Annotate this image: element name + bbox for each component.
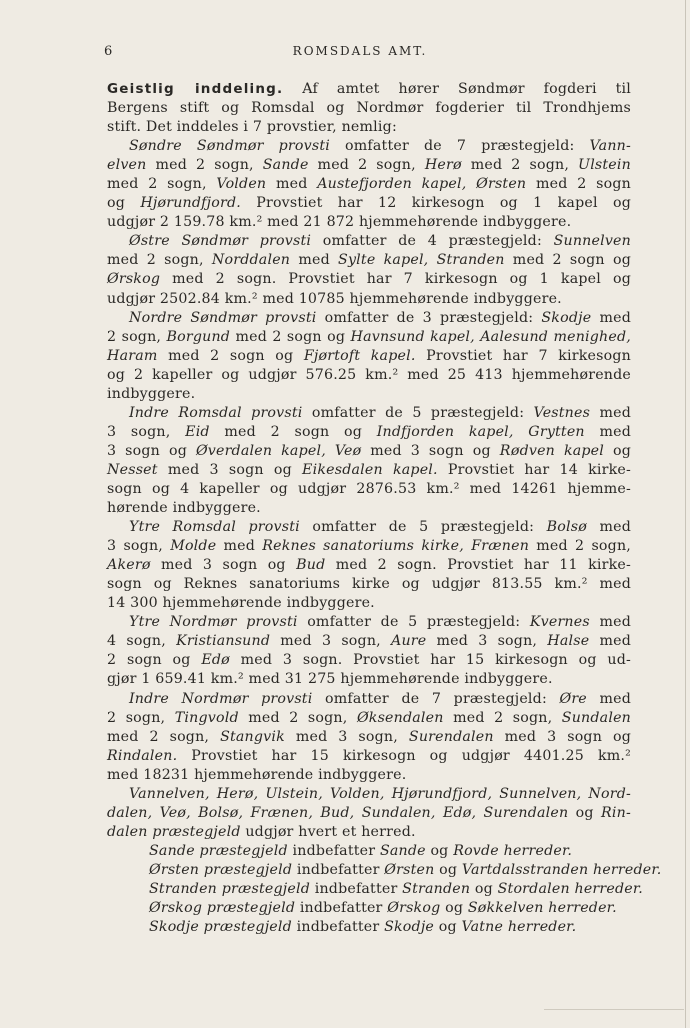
text-segment: 14 300 hjemmehørende indbyggere. bbox=[107, 595, 375, 612]
text-line bbox=[107, 251, 631, 270]
text-line bbox=[107, 785, 631, 804]
italic-segment: elven bbox=[107, 157, 147, 174]
text-segment: indbefatter bbox=[287, 842, 380, 859]
italic-segment: Aure bbox=[391, 633, 427, 650]
text-segment: 2 sogn, bbox=[107, 709, 175, 726]
text-segment: med 2 sogn, bbox=[107, 728, 221, 745]
text-segment: hørende indbyggere. bbox=[107, 500, 261, 517]
text-segment: med 2 sogn, bbox=[107, 176, 217, 193]
text-line bbox=[107, 137, 631, 156]
text-segment: og bbox=[434, 861, 462, 878]
italic-segment: dalen, Veø, Bolsø, Frænen, Bud, Sundalen, Edø, Surendalen bbox=[107, 804, 569, 821]
italic-segment: Ytre Romsdal provsti bbox=[129, 519, 300, 536]
text-segment: og bbox=[568, 804, 602, 821]
text-line bbox=[107, 442, 631, 461]
text-line bbox=[107, 537, 631, 556]
italic-segment: Øksendalen bbox=[356, 709, 444, 726]
text-line bbox=[107, 194, 631, 213]
italic-segment: Søndre Søndmør provsti bbox=[129, 138, 330, 155]
text-line bbox=[107, 556, 631, 575]
text-line bbox=[107, 709, 631, 728]
text-line bbox=[107, 99, 631, 118]
text-segment: sogn og Reknes sanatoriums kirke og udgjør 813.55 km.² med bbox=[107, 576, 631, 593]
italic-segment: Stordalen herreder. bbox=[497, 880, 643, 897]
text-segment: omfatter de 5 præstegjeld: bbox=[299, 519, 547, 536]
text-line bbox=[107, 347, 631, 366]
text-segment: med bbox=[290, 252, 339, 269]
text-line bbox=[107, 328, 631, 347]
text-line bbox=[107, 823, 631, 842]
text-segment: 3 sogn, bbox=[107, 423, 186, 440]
italic-segment: Kvernes bbox=[529, 614, 590, 631]
text-line bbox=[107, 461, 631, 480]
text-segment: med 2 sogn, bbox=[308, 157, 425, 174]
text-segment: omfatter de 7 præstegjeld: bbox=[312, 690, 560, 707]
text-line bbox=[107, 213, 631, 232]
page-edge-line bbox=[685, 0, 686, 1028]
text-line bbox=[107, 80, 631, 99]
italic-segment: Eikesdalen kapel. bbox=[302, 461, 438, 478]
text-segment: med 2 sogn, bbox=[461, 157, 579, 174]
text-segment: Af amtet hører Søndmør fogderi til bbox=[283, 81, 631, 97]
text-segment: med 3 sogn. Provstiet har 15 kirkesogn og ud- bbox=[229, 652, 631, 669]
text-segment: med 2 sogn, bbox=[107, 252, 212, 269]
italic-segment: Vatne herreder. bbox=[461, 919, 577, 936]
italic-segment: Nesset bbox=[107, 461, 158, 478]
italic-segment: Austefjorden kapel, Ørsten bbox=[317, 176, 527, 193]
italic-segment: Ørskog bbox=[387, 900, 441, 917]
italic-segment: Eid bbox=[185, 423, 210, 440]
italic-segment: Indre Romsdal provsti bbox=[129, 404, 303, 421]
italic-segment: Ørskog præstegjeld bbox=[149, 900, 296, 917]
text-segment: gjør 1 659.41 km.² med 31 275 hjemmehørende indbyggere. bbox=[107, 671, 553, 688]
text-line bbox=[107, 385, 631, 404]
text-segment: med 2 sogn. Provstiet har 11 kirke- bbox=[325, 557, 631, 574]
page-header bbox=[0, 44, 690, 64]
italic-segment: Herø bbox=[424, 157, 462, 174]
text-segment: med 2 sogn og bbox=[209, 423, 377, 440]
italic-segment: Havnsund kapel, Aalesund menighed, bbox=[350, 328, 631, 345]
text-line bbox=[107, 766, 631, 785]
italic-segment: Indre Nordmør provsti bbox=[129, 690, 313, 707]
text-line bbox=[107, 175, 631, 194]
italic-segment: Tingvold bbox=[174, 709, 239, 726]
italic-segment: Ytre Nordmør provsti bbox=[129, 614, 298, 631]
text-segment: og 2 kapeller og udgjør 576.25 km.² med 25 413 hjemmehørende bbox=[107, 366, 631, 383]
italic-segment: Rødven kapel bbox=[499, 442, 605, 459]
body-text bbox=[107, 80, 662, 937]
italic-segment: Ulstein bbox=[578, 157, 631, 174]
text-segment: Provstiet har 14 kirke- bbox=[437, 461, 631, 478]
italic-segment: Kristiansund bbox=[176, 633, 271, 650]
text-segment: udgjør 2502.84 km.² med 10785 hjemmehørende indbyggere. bbox=[107, 290, 562, 307]
text-segment: med 3 sogn og bbox=[493, 728, 631, 745]
text-line bbox=[107, 518, 631, 537]
text-segment: med 2 sogn. Provstiet har 7 kirkesogn og 1 kapel og bbox=[160, 271, 631, 288]
text-segment: 2 sogn, bbox=[107, 328, 167, 345]
text-segment: indbefatter bbox=[291, 919, 385, 936]
text-segment: med bbox=[586, 519, 631, 536]
text-segment: med bbox=[266, 176, 318, 193]
text-segment: omfatter de 7 præstegjeld: bbox=[329, 138, 590, 155]
text-segment: Provstiet har 15 kirkesogn og udgjør 4401.25 km.² bbox=[177, 747, 631, 764]
text-segment: med bbox=[589, 614, 631, 631]
text-segment: med bbox=[584, 423, 631, 440]
italic-segment: Sande bbox=[379, 842, 426, 859]
italic-segment: Østre Søndmør provsti bbox=[129, 233, 312, 250]
text-segment: med 3 sogn, bbox=[270, 633, 392, 650]
italic-segment: Ørskog bbox=[107, 271, 161, 288]
italic-segment: Øre bbox=[559, 690, 587, 707]
text-segment: Provstiet har 12 kirkesogn og 1 kapel og bbox=[240, 195, 632, 212]
text-line bbox=[107, 156, 631, 175]
text-line bbox=[107, 842, 631, 861]
italic-segment: Haram bbox=[107, 347, 158, 364]
italic-segment: Molde bbox=[170, 538, 217, 555]
page-number: 6 bbox=[104, 44, 114, 59]
text-segment: med 2 sogn bbox=[526, 176, 631, 193]
text-segment: med 2 sogn og bbox=[504, 252, 631, 269]
italic-segment: Vann- bbox=[589, 138, 632, 155]
text-line bbox=[107, 670, 631, 689]
text-segment: Geistlig inddeling. bbox=[107, 81, 284, 97]
italic-segment: Bud bbox=[296, 557, 326, 574]
text-segment: indbefatter bbox=[292, 861, 385, 878]
italic-segment: Akerø bbox=[107, 557, 151, 574]
text-segment: med 2 sogn, bbox=[443, 709, 562, 726]
text-line bbox=[107, 423, 631, 442]
italic-segment: Rin- bbox=[601, 804, 631, 821]
text-segment: og bbox=[604, 442, 631, 459]
italic-segment: Halse bbox=[547, 633, 590, 650]
italic-segment: Edø bbox=[201, 652, 230, 669]
text-segment: Provstiet har 7 kirkesogn bbox=[415, 347, 631, 364]
text-segment: udgjør hvert et herred. bbox=[240, 823, 416, 840]
text-line bbox=[107, 118, 631, 137]
italic-segment: Søkkelven herreder. bbox=[467, 900, 617, 917]
text-segment: og bbox=[470, 880, 498, 897]
text-segment: omfatter de 3 præstegjeld: bbox=[316, 309, 542, 326]
text-line bbox=[107, 290, 631, 309]
italic-segment: Hjørundfjord. bbox=[140, 195, 241, 212]
italic-segment: Nordre Søndmør provsti bbox=[129, 309, 317, 326]
text-line bbox=[107, 899, 631, 918]
italic-segment: Skodje bbox=[541, 309, 592, 326]
text-segment: med bbox=[586, 690, 631, 707]
italic-segment: Vestnes bbox=[533, 404, 591, 421]
text-segment: med 2 sogn, bbox=[529, 538, 631, 555]
text-line bbox=[107, 918, 631, 937]
text-line bbox=[107, 270, 631, 289]
italic-segment: Skodje bbox=[384, 919, 435, 936]
text-segment: sogn og 4 kapeller og udgjør 2876.53 km.² med 14261 hjemme- bbox=[107, 480, 631, 497]
text-segment: med 2 sogn, bbox=[146, 157, 263, 174]
text-segment: stift. Det inddeles i 7 provstier, nemlig: bbox=[107, 119, 397, 136]
text-segment: med bbox=[216, 538, 263, 555]
text-segment: 3 sogn og bbox=[107, 442, 196, 459]
italic-segment: Fjørtoft kapel. bbox=[303, 347, 416, 364]
text-line bbox=[107, 613, 631, 632]
text-segment: med 3 sogn og bbox=[361, 442, 500, 459]
italic-segment: Stangvik bbox=[220, 728, 285, 745]
text-segment: indbefatter bbox=[310, 880, 403, 897]
text-line bbox=[107, 499, 631, 518]
italic-segment: Øverdalen kapel, Veø bbox=[195, 442, 362, 459]
italic-segment: Sundalen bbox=[561, 709, 632, 726]
text-segment: med 2 sogn og bbox=[230, 328, 351, 345]
italic-segment: Rindalen. bbox=[107, 747, 178, 764]
italic-segment: Sande bbox=[262, 157, 309, 174]
text-segment: og bbox=[440, 900, 468, 917]
text-segment: 3 sogn, bbox=[107, 538, 171, 555]
text-segment: Bergens stift og Romsdal og Nordmør fogderier til Trondhjems bbox=[107, 100, 631, 117]
text-segment: med 3 sogn, bbox=[426, 633, 548, 650]
text-line bbox=[107, 861, 662, 880]
text-line bbox=[107, 404, 631, 423]
italic-segment: Ørsten præstegjeld bbox=[149, 861, 293, 878]
italic-segment: dalen præstegjeld bbox=[107, 823, 241, 840]
italic-segment: Norddalen bbox=[211, 252, 291, 269]
text-segment: indbefatter bbox=[295, 900, 388, 917]
text-line bbox=[107, 804, 631, 823]
text-segment: med 18231 hjemmehørende indbyggere. bbox=[107, 766, 407, 783]
text-line bbox=[107, 232, 631, 251]
italic-segment: Ørsten bbox=[384, 861, 435, 878]
text-line bbox=[107, 747, 631, 766]
italic-segment: Stranden præstegjeld bbox=[149, 880, 310, 897]
text-segment: 4 sogn, bbox=[107, 633, 177, 650]
text-segment: med 3 sogn og bbox=[157, 461, 303, 478]
italic-segment: Vartdalsstranden herreder. bbox=[461, 861, 662, 878]
italic-segment: Stranden bbox=[402, 880, 471, 897]
text-segment: med 3 sogn og bbox=[150, 557, 297, 574]
italic-segment: Vannelven, Herø, Ulstein, Volden, Hjørundfjord, Sunnelven, Nord- bbox=[129, 785, 631, 802]
italic-segment: Surendalen bbox=[408, 728, 494, 745]
text-segment: indbyggere. bbox=[107, 385, 196, 402]
text-line bbox=[107, 728, 631, 747]
text-line bbox=[107, 575, 631, 594]
italic-segment: Bolsø bbox=[546, 519, 587, 536]
text-line bbox=[107, 690, 631, 709]
text-segment: med 3 sogn, bbox=[284, 728, 409, 745]
text-segment: med bbox=[591, 309, 631, 326]
italic-segment: Borgund bbox=[166, 328, 231, 345]
text-line bbox=[107, 366, 631, 385]
text-line bbox=[107, 880, 643, 899]
text-segment: omfatter de 4 præstegjeld: bbox=[311, 233, 554, 250]
italic-segment: Rovde herreder. bbox=[453, 842, 573, 859]
text-segment: med 2 sogn og bbox=[157, 347, 304, 364]
corner-rule bbox=[544, 1009, 684, 1010]
running-title: ROMSDALS AMT. bbox=[292, 44, 428, 58]
text-line bbox=[107, 651, 631, 670]
text-segment: omfatter de 5 præstegjeld: bbox=[302, 404, 534, 421]
italic-segment: Sunnelven bbox=[553, 233, 631, 250]
text-segment: omfatter de 5 præstegjeld: bbox=[297, 614, 530, 631]
text-line bbox=[107, 309, 631, 328]
text-segment: og bbox=[434, 919, 462, 936]
text-segment: 2 sogn og bbox=[107, 652, 202, 669]
text-segment: med 2 sogn, bbox=[238, 709, 357, 726]
italic-segment: Indfjorden kapel, Grytten bbox=[376, 423, 585, 440]
italic-segment: Volden bbox=[216, 176, 267, 193]
text-segment: med bbox=[590, 404, 631, 421]
italic-segment: Skodje præstegjeld bbox=[149, 919, 292, 936]
italic-segment: Reknes sanatoriums kirke, Frænen bbox=[262, 538, 530, 555]
text-segment: udgjør 2 159.78 km.² med 21 872 hjemmehørende indbyggere. bbox=[107, 214, 572, 231]
text-segment: og bbox=[425, 842, 454, 859]
italic-segment: Sande præstegjeld bbox=[149, 842, 288, 859]
text-line bbox=[107, 594, 631, 613]
text-segment: og bbox=[107, 195, 141, 212]
text-line bbox=[107, 480, 631, 499]
text-segment: med bbox=[589, 633, 631, 650]
italic-segment: Sylte kapel, Stranden bbox=[338, 252, 505, 269]
text-line bbox=[107, 632, 631, 651]
